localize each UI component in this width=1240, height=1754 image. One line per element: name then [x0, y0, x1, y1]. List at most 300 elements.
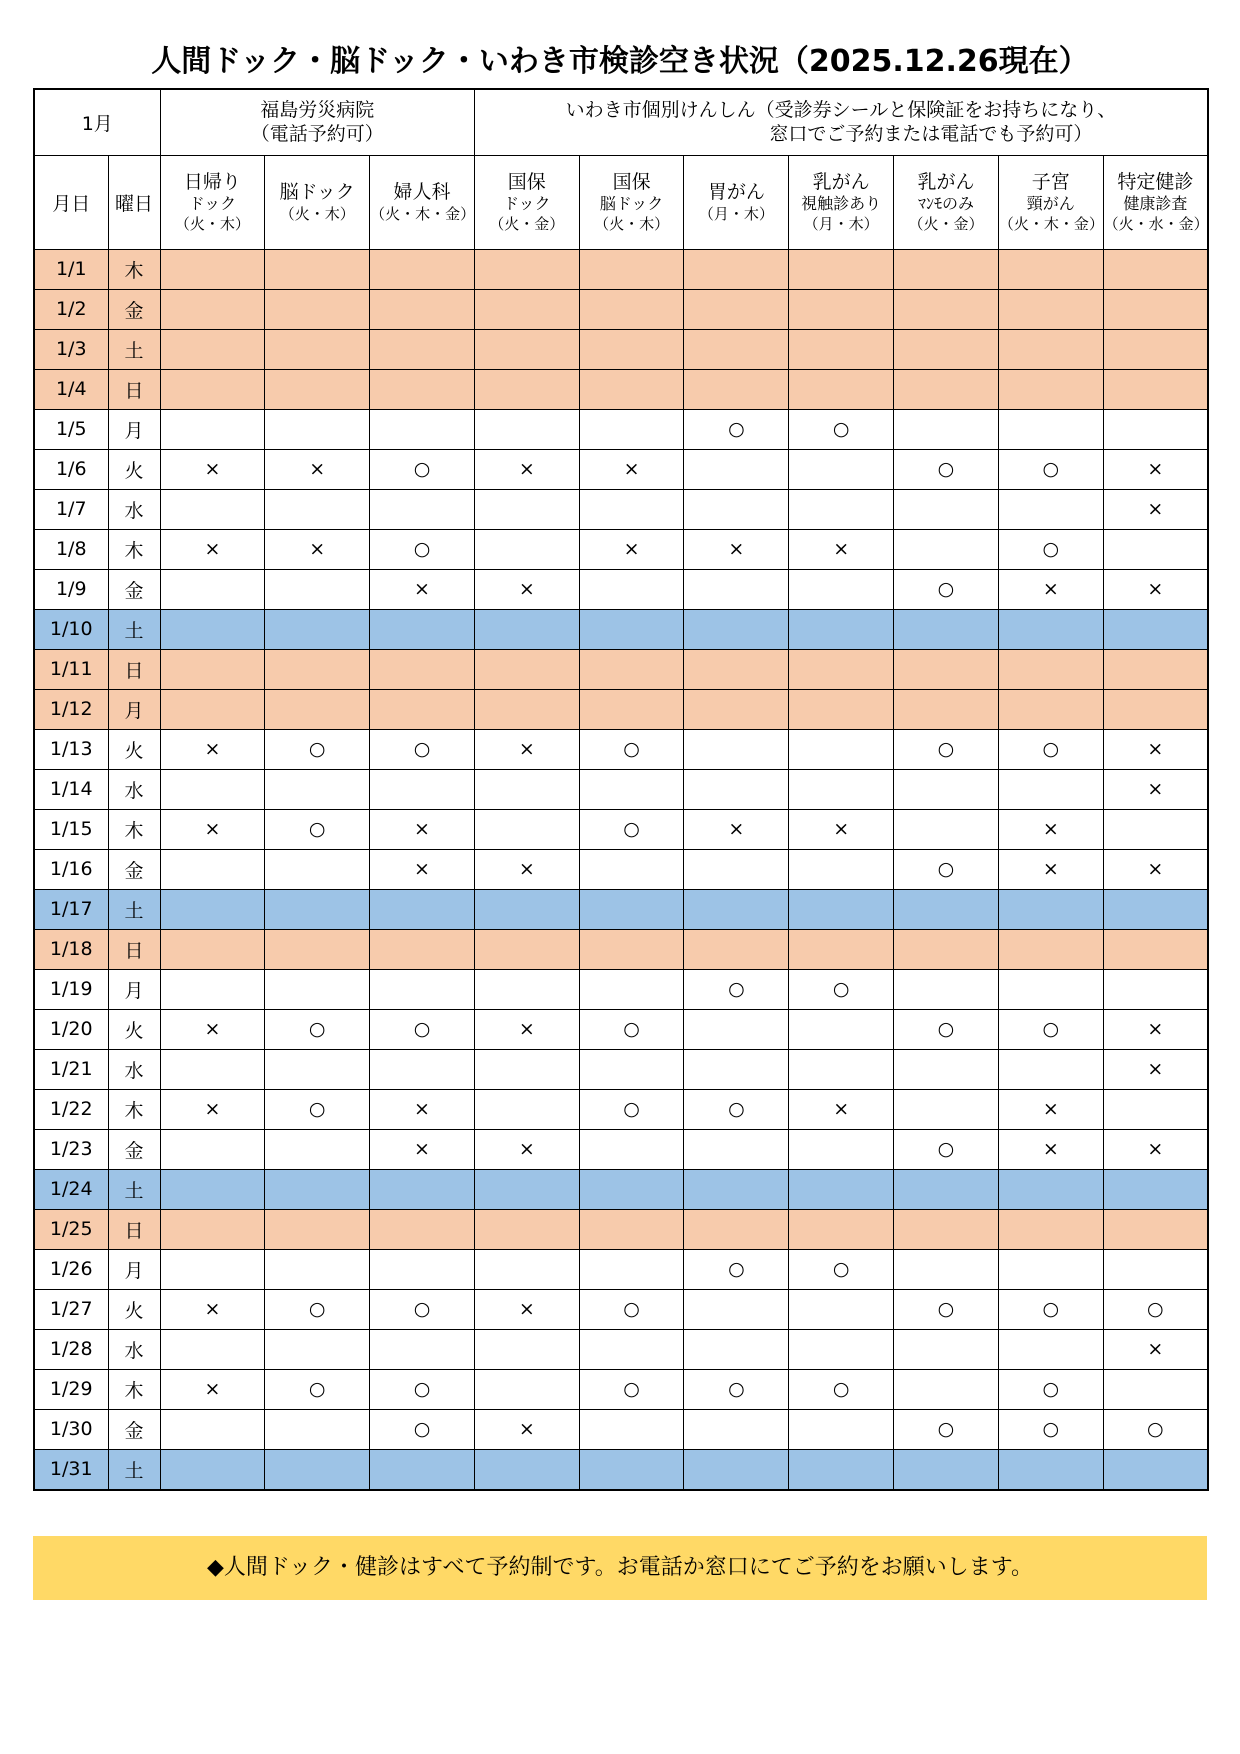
- availability-cell-breast-cancer-palpation: [789, 1129, 894, 1169]
- availability-cell-kokuho-dock: [474, 689, 579, 729]
- availability-cell-brain-dock: [265, 889, 370, 929]
- weekday-cell: 月: [108, 969, 160, 1009]
- availability-cell-day-dock: [160, 289, 265, 329]
- date-cell: 1/14: [34, 769, 108, 809]
- availability-cell-kokuho-dock: ×: [474, 449, 579, 489]
- availability-cell-brain-dock: [265, 689, 370, 729]
- table-row: [34, 329, 1208, 369]
- availability-cell-breast-cancer-mammo: [894, 409, 999, 449]
- table-row: [34, 849, 1208, 889]
- availability-cell-breast-cancer-palpation: [789, 1409, 894, 1449]
- availability-cell-gynecology: ○: [370, 1369, 475, 1409]
- hospital-group-header: [160, 89, 474, 155]
- availability-cell-specific-checkup: ×: [1103, 1129, 1208, 1169]
- column-header-line: 子宮: [1031, 170, 1070, 193]
- availability-cell-kokuho-brain-dock: [579, 489, 684, 529]
- availability-cell-cervical-cancer: ×: [998, 1089, 1103, 1129]
- availability-cell-stomach-cancer: [684, 329, 789, 369]
- availability-cell-brain-dock: [265, 769, 370, 809]
- weekday-cell: 土: [108, 889, 160, 929]
- availability-cell-gynecology: [370, 249, 475, 289]
- availability-cell-breast-cancer-mammo: [894, 649, 999, 689]
- availability-cell-cervical-cancer: [998, 889, 1103, 929]
- column-header-line: （月・木）: [698, 204, 774, 223]
- column-header-line: 日帰り: [183, 170, 241, 193]
- reservation-notice: ◆人間ドック・健診はすべて予約制です。お電話か窓口にてご予約をお願いします。: [33, 1536, 1207, 1600]
- availability-cell-cervical-cancer: [998, 1209, 1103, 1249]
- table-row: [34, 1009, 1208, 1049]
- availability-cell-kokuho-dock: ×: [474, 1409, 579, 1449]
- availability-cell-gynecology: [370, 889, 475, 929]
- date-cell: 1/18: [34, 929, 108, 969]
- availability-cell-day-dock: ×: [160, 1289, 265, 1329]
- availability-cell-brain-dock: [265, 1329, 370, 1369]
- column-header-kokuho-dock: [474, 155, 579, 249]
- weekday-cell: 月: [108, 1249, 160, 1289]
- availability-cell-breast-cancer-palpation: ○: [789, 409, 894, 449]
- availability-cell-kokuho-dock: [474, 1329, 579, 1369]
- availability-cell-breast-cancer-palpation: [789, 369, 894, 409]
- availability-cell-breast-cancer-mammo: [894, 529, 999, 569]
- availability-cell-breast-cancer-palpation: [789, 689, 894, 729]
- availability-cell-breast-cancer-palpation: [789, 1009, 894, 1049]
- availability-cell-kokuho-dock: ×: [474, 1129, 579, 1169]
- availability-cell-gynecology: [370, 489, 475, 529]
- availability-cell-specific-checkup: [1103, 1089, 1208, 1129]
- availability-cell-kokuho-brain-dock: [579, 1249, 684, 1289]
- availability-cell-stomach-cancer: [684, 1209, 789, 1249]
- availability-cell-day-dock: [160, 689, 265, 729]
- availability-cell-kokuho-dock: ×: [474, 729, 579, 769]
- weekday-column-header: 曜日: [108, 155, 160, 249]
- availability-cell-cervical-cancer: [998, 1169, 1103, 1209]
- table-row: [34, 729, 1208, 769]
- availability-cell-day-dock: [160, 1129, 265, 1169]
- table-row: [34, 289, 1208, 329]
- availability-cell-gynecology: [370, 929, 475, 969]
- availability-cell-day-dock: [160, 1329, 265, 1369]
- availability-cell-breast-cancer-palpation: [789, 1169, 894, 1209]
- availability-cell-cervical-cancer: [998, 289, 1103, 329]
- page-title: 人間ドック・脳ドック・いわき市検診空き状況（2025.12.26現在）: [151, 44, 1089, 79]
- availability-cell-breast-cancer-palpation: [789, 249, 894, 289]
- availability-cell-cervical-cancer: [998, 1049, 1103, 1089]
- availability-cell-brain-dock: ×: [265, 449, 370, 489]
- date-cell: 1/8: [34, 529, 108, 569]
- availability-cell-gynecology: [370, 1049, 475, 1089]
- availability-cell-cervical-cancer: [998, 409, 1103, 449]
- date-cell: 1/30: [34, 1409, 108, 1449]
- availability-cell-kokuho-brain-dock: ×: [579, 529, 684, 569]
- city-group-header: [474, 89, 1208, 155]
- availability-cell-breast-cancer-palpation: ○: [789, 1249, 894, 1289]
- availability-cell-stomach-cancer: [684, 1009, 789, 1049]
- availability-cell-kokuho-dock: [474, 1089, 579, 1129]
- date-cell: 1/11: [34, 649, 108, 689]
- availability-cell-brain-dock: [265, 849, 370, 889]
- availability-cell-cervical-cancer: [998, 329, 1103, 369]
- weekday-cell: 木: [108, 809, 160, 849]
- availability-cell-gynecology: [370, 1329, 475, 1369]
- column-header-line: 乳がん: [812, 170, 870, 193]
- column-header-breast-cancer-mammo: [894, 155, 999, 249]
- availability-cell-day-dock: [160, 569, 265, 609]
- column-header-line: 頸がん: [1026, 193, 1075, 213]
- availability-cell-brain-dock: [265, 369, 370, 409]
- availability-cell-cervical-cancer: [998, 1449, 1103, 1490]
- availability-cell-brain-dock: ○: [265, 1289, 370, 1329]
- table-row: [34, 889, 1208, 929]
- column-header-day-dock: [160, 155, 265, 249]
- column-header-stomach-cancer: [684, 155, 789, 249]
- column-header-line: 国保: [612, 170, 651, 193]
- availability-cell-breast-cancer-mammo: [894, 769, 999, 809]
- availability-cell-kokuho-dock: [474, 409, 579, 449]
- availability-cell-kokuho-brain-dock: [579, 1049, 684, 1089]
- availability-cell-day-dock: [160, 969, 265, 1009]
- availability-cell-stomach-cancer: [684, 889, 789, 929]
- availability-cell-stomach-cancer: [684, 929, 789, 969]
- availability-cell-kokuho-brain-dock: ○: [579, 1089, 684, 1129]
- availability-cell-breast-cancer-mammo: [894, 289, 999, 329]
- availability-cell-specific-checkup: [1103, 369, 1208, 409]
- availability-cell-specific-checkup: ×: [1103, 449, 1208, 489]
- availability-cell-breast-cancer-mammo: [894, 1449, 999, 1490]
- date-cell: 1/20: [34, 1009, 108, 1049]
- availability-cell-breast-cancer-mammo: [894, 809, 999, 849]
- column-header-line: 婦人科: [393, 180, 451, 203]
- availability-cell-breast-cancer-mammo: ○: [894, 1129, 999, 1169]
- date-cell: 1/16: [34, 849, 108, 889]
- column-header-line: 脳ドック: [279, 180, 355, 203]
- availability-cell-stomach-cancer: [684, 609, 789, 649]
- availability-cell-breast-cancer-palpation: ×: [789, 809, 894, 849]
- availability-cell-specific-checkup: ×: [1103, 489, 1208, 529]
- availability-cell-gynecology: ○: [370, 1289, 475, 1329]
- availability-cell-specific-checkup: ×: [1103, 569, 1208, 609]
- availability-cell-kokuho-dock: [474, 489, 579, 529]
- date-cell: 1/10: [34, 609, 108, 649]
- weekday-cell: 月: [108, 409, 160, 449]
- availability-cell-brain-dock: [265, 289, 370, 329]
- availability-cell-breast-cancer-palpation: [789, 1049, 894, 1089]
- availability-cell-kokuho-brain-dock: [579, 689, 684, 729]
- availability-cell-kokuho-brain-dock: [579, 929, 684, 969]
- availability-cell-kokuho-dock: [474, 889, 579, 929]
- column-header-line: ドック: [188, 193, 237, 213]
- availability-cell-gynecology: [370, 329, 475, 369]
- availability-cell-breast-cancer-mammo: ○: [894, 1289, 999, 1329]
- weekday-cell: 木: [108, 249, 160, 289]
- column-header-gynecology: [370, 155, 475, 249]
- availability-cell-day-dock: [160, 769, 265, 809]
- availability-cell-stomach-cancer: [684, 369, 789, 409]
- availability-cell-kokuho-dock: [474, 369, 579, 409]
- column-header-line: （火・木）: [279, 204, 355, 223]
- availability-cell-kokuho-brain-dock: [579, 249, 684, 289]
- column-header-line: ﾏﾝﾓのみ: [917, 193, 974, 213]
- availability-cell-brain-dock: [265, 249, 370, 289]
- table-row: [34, 1249, 1208, 1289]
- availability-cell-specific-checkup: [1103, 929, 1208, 969]
- weekday-cell: 火: [108, 729, 160, 769]
- availability-cell-breast-cancer-mammo: [894, 1209, 999, 1249]
- column-header-line: （火・金）: [489, 214, 565, 233]
- availability-cell-breast-cancer-mammo: ○: [894, 849, 999, 889]
- availability-cell-specific-checkup: [1103, 1449, 1208, 1490]
- availability-cell-specific-checkup: ×: [1103, 1009, 1208, 1049]
- availability-cell-specific-checkup: ○: [1103, 1409, 1208, 1449]
- weekday-cell: 木: [108, 1369, 160, 1409]
- availability-cell-kokuho-brain-dock: ○: [579, 729, 684, 769]
- availability-cell-cervical-cancer: [998, 649, 1103, 689]
- date-cell: 1/3: [34, 329, 108, 369]
- date-cell: 1/28: [34, 1329, 108, 1369]
- date-cell: 1/31: [34, 1449, 108, 1490]
- availability-cell-stomach-cancer: ×: [684, 809, 789, 849]
- availability-cell-brain-dock: [265, 1129, 370, 1169]
- table-row: [34, 649, 1208, 689]
- table-row: [34, 449, 1208, 489]
- availability-cell-cervical-cancer: ○: [998, 529, 1103, 569]
- availability-cell-day-dock: [160, 1249, 265, 1289]
- weekday-cell: 金: [108, 1409, 160, 1449]
- availability-cell-kokuho-brain-dock: [579, 1129, 684, 1169]
- availability-cell-kokuho-dock: [474, 329, 579, 369]
- availability-cell-gynecology: ×: [370, 569, 475, 609]
- weekday-cell: 金: [108, 1129, 160, 1169]
- city-note-line1: いわき市個別けんしん（受診券シールと保険証をお持ちになり、: [565, 99, 1117, 122]
- availability-cell-gynecology: ○: [370, 529, 475, 569]
- availability-cell-kokuho-brain-dock: [579, 849, 684, 889]
- availability-cell-breast-cancer-mammo: [894, 1089, 999, 1129]
- weekday-cell: 日: [108, 1209, 160, 1249]
- availability-cell-stomach-cancer: [684, 769, 789, 809]
- availability-cell-kokuho-dock: ×: [474, 1009, 579, 1049]
- availability-cell-breast-cancer-mammo: ○: [894, 449, 999, 489]
- availability-cell-kokuho-brain-dock: [579, 969, 684, 1009]
- availability-cell-breast-cancer-palpation: [789, 609, 894, 649]
- weekday-cell: 水: [108, 489, 160, 529]
- availability-cell-kokuho-dock: [474, 1209, 579, 1249]
- table-row: [34, 1089, 1208, 1129]
- availability-cell-specific-checkup: ○: [1103, 1289, 1208, 1329]
- weekday-cell: 木: [108, 1089, 160, 1129]
- availability-cell-gynecology: ○: [370, 1409, 475, 1449]
- availability-cell-stomach-cancer: [684, 649, 789, 689]
- availability-cell-breast-cancer-mammo: [894, 1329, 999, 1369]
- availability-cell-cervical-cancer: [998, 489, 1103, 529]
- weekday-cell: 水: [108, 1049, 160, 1089]
- availability-cell-specific-checkup: [1103, 409, 1208, 449]
- column-header-line: 国保: [507, 170, 546, 193]
- availability-cell-specific-checkup: [1103, 289, 1208, 329]
- availability-cell-day-dock: [160, 849, 265, 889]
- availability-cell-kokuho-brain-dock: [579, 409, 684, 449]
- availability-cell-day-dock: [160, 1449, 265, 1490]
- availability-cell-brain-dock: [265, 929, 370, 969]
- date-cell: 1/1: [34, 249, 108, 289]
- availability-cell-breast-cancer-palpation: [789, 649, 894, 689]
- column-header-breast-cancer-palpation: [789, 155, 894, 249]
- column-header-line: （火・木・金）: [998, 214, 1104, 233]
- availability-cell-kokuho-brain-dock: ○: [579, 1009, 684, 1049]
- availability-cell-day-dock: [160, 1169, 265, 1209]
- column-header-line: （月・木）: [803, 214, 879, 233]
- date-cell: 1/9: [34, 569, 108, 609]
- availability-cell-breast-cancer-mammo: [894, 489, 999, 529]
- availability-cell-specific-checkup: [1103, 689, 1208, 729]
- availability-cell-breast-cancer-palpation: [789, 1449, 894, 1490]
- table-row: [34, 1409, 1208, 1449]
- availability-cell-stomach-cancer: [684, 1329, 789, 1369]
- availability-cell-kokuho-dock: [474, 1369, 579, 1409]
- date-cell: 1/2: [34, 289, 108, 329]
- availability-cell-brain-dock: ○: [265, 1089, 370, 1129]
- availability-cell-stomach-cancer: ○: [684, 1369, 789, 1409]
- availability-cell-brain-dock: [265, 1249, 370, 1289]
- availability-cell-brain-dock: [265, 409, 370, 449]
- availability-cell-breast-cancer-mammo: [894, 969, 999, 1009]
- table-row: [34, 1169, 1208, 1209]
- weekday-cell: 月: [108, 689, 160, 729]
- availability-cell-kokuho-brain-dock: [579, 1409, 684, 1449]
- availability-cell-gynecology: [370, 689, 475, 729]
- availability-cell-gynecology: [370, 969, 475, 1009]
- availability-cell-gynecology: [370, 289, 475, 329]
- availability-cell-brain-dock: [265, 329, 370, 369]
- availability-cell-breast-cancer-palpation: [789, 289, 894, 329]
- availability-cell-breast-cancer-palpation: [789, 1209, 894, 1249]
- availability-cell-kokuho-dock: [474, 809, 579, 849]
- availability-cell-breast-cancer-mammo: [894, 1369, 999, 1409]
- availability-cell-day-dock: [160, 329, 265, 369]
- availability-cell-specific-checkup: [1103, 609, 1208, 649]
- weekday-cell: 日: [108, 369, 160, 409]
- availability-cell-gynecology: ○: [370, 449, 475, 489]
- city-note-line2: 窓口でご予約または電話でも予約可）: [769, 123, 1093, 146]
- column-header-line: （火・木）: [174, 214, 250, 233]
- availability-cell-breast-cancer-palpation: [789, 769, 894, 809]
- availability-cell-stomach-cancer: [684, 289, 789, 329]
- availability-cell-breast-cancer-palpation: ○: [789, 1369, 894, 1409]
- availability-cell-cervical-cancer: [998, 1249, 1103, 1289]
- availability-cell-stomach-cancer: [684, 1449, 789, 1490]
- availability-cell-breast-cancer-mammo: [894, 929, 999, 969]
- date-cell: 1/24: [34, 1169, 108, 1209]
- date-cell: 1/27: [34, 1289, 108, 1329]
- availability-cell-breast-cancer-palpation: [789, 1329, 894, 1369]
- availability-cell-breast-cancer-mammo: [894, 889, 999, 929]
- date-cell: 1/5: [34, 409, 108, 449]
- weekday-cell: 火: [108, 1009, 160, 1049]
- availability-cell-kokuho-dock: [474, 1249, 579, 1289]
- availability-cell-breast-cancer-palpation: [789, 929, 894, 969]
- availability-cell-specific-checkup: [1103, 809, 1208, 849]
- column-header-cervical-cancer: [998, 155, 1103, 249]
- availability-cell-specific-checkup: [1103, 1209, 1208, 1249]
- availability-cell-day-dock: [160, 369, 265, 409]
- availability-cell-cervical-cancer: ×: [998, 1129, 1103, 1169]
- table-row: [34, 769, 1208, 809]
- date-cell: 1/15: [34, 809, 108, 849]
- date-cell: 1/13: [34, 729, 108, 769]
- availability-cell-kokuho-dock: [474, 929, 579, 969]
- table-row: [34, 609, 1208, 649]
- availability-table: [33, 88, 1209, 1491]
- availability-cell-kokuho-dock: ×: [474, 849, 579, 889]
- availability-cell-specific-checkup: ×: [1103, 1049, 1208, 1089]
- availability-cell-day-dock: [160, 1049, 265, 1089]
- column-header-line: （火・木）: [594, 214, 670, 233]
- column-header-line: 乳がん: [917, 170, 975, 193]
- availability-cell-gynecology: ○: [370, 729, 475, 769]
- availability-cell-breast-cancer-mammo: ○: [894, 729, 999, 769]
- availability-cell-breast-cancer-mammo: [894, 609, 999, 649]
- availability-cell-kokuho-dock: [474, 769, 579, 809]
- table-row: [34, 1369, 1208, 1409]
- availability-cell-gynecology: [370, 1449, 475, 1490]
- availability-cell-specific-checkup: [1103, 529, 1208, 569]
- column-header-line: 特定健診: [1117, 170, 1194, 193]
- availability-cell-gynecology: [370, 1249, 475, 1289]
- availability-cell-cervical-cancer: [998, 689, 1103, 729]
- weekday-cell: 土: [108, 1449, 160, 1490]
- column-header-line: （火・金）: [908, 214, 984, 233]
- weekday-cell: 土: [108, 1169, 160, 1209]
- availability-cell-day-dock: [160, 1409, 265, 1449]
- availability-cell-cervical-cancer: [998, 609, 1103, 649]
- availability-cell-day-dock: [160, 409, 265, 449]
- availability-cell-breast-cancer-mammo: [894, 369, 999, 409]
- table-row: [34, 569, 1208, 609]
- weekday-cell: 木: [108, 529, 160, 569]
- table-row: [34, 969, 1208, 1009]
- availability-cell-breast-cancer-palpation: [789, 1289, 894, 1329]
- column-header-line: （火・木・金）: [370, 204, 476, 223]
- availability-cell-stomach-cancer: [684, 1129, 789, 1169]
- availability-cell-cervical-cancer: [998, 1329, 1103, 1369]
- table-row: [34, 929, 1208, 969]
- availability-cell-breast-cancer-palpation: [789, 489, 894, 529]
- availability-cell-cervical-cancer: [998, 969, 1103, 1009]
- availability-cell-kokuho-dock: [474, 609, 579, 649]
- availability-cell-brain-dock: [265, 649, 370, 689]
- availability-cell-breast-cancer-palpation: ×: [789, 529, 894, 569]
- availability-cell-stomach-cancer: ○: [684, 409, 789, 449]
- availability-cell-brain-dock: ○: [265, 809, 370, 849]
- availability-cell-breast-cancer-palpation: [789, 569, 894, 609]
- availability-cell-cervical-cancer: ○: [998, 729, 1103, 769]
- table-row: [34, 809, 1208, 849]
- availability-cell-breast-cancer-palpation: [789, 889, 894, 929]
- availability-cell-gynecology: [370, 409, 475, 449]
- table-row: [34, 1049, 1208, 1089]
- availability-cell-kokuho-dock: [474, 649, 579, 689]
- availability-cell-stomach-cancer: ×: [684, 529, 789, 569]
- availability-cell-breast-cancer-mammo: [894, 689, 999, 729]
- availability-cell-gynecology: [370, 1209, 475, 1249]
- availability-cell-kokuho-dock: [474, 289, 579, 329]
- date-cell: 1/6: [34, 449, 108, 489]
- availability-cell-kokuho-brain-dock: [579, 1449, 684, 1490]
- availability-cell-specific-checkup: ×: [1103, 769, 1208, 809]
- availability-cell-day-dock: ×: [160, 1369, 265, 1409]
- availability-cell-specific-checkup: [1103, 969, 1208, 1009]
- availability-cell-specific-checkup: [1103, 649, 1208, 689]
- availability-cell-stomach-cancer: [684, 489, 789, 529]
- availability-cell-brain-dock: [265, 1409, 370, 1449]
